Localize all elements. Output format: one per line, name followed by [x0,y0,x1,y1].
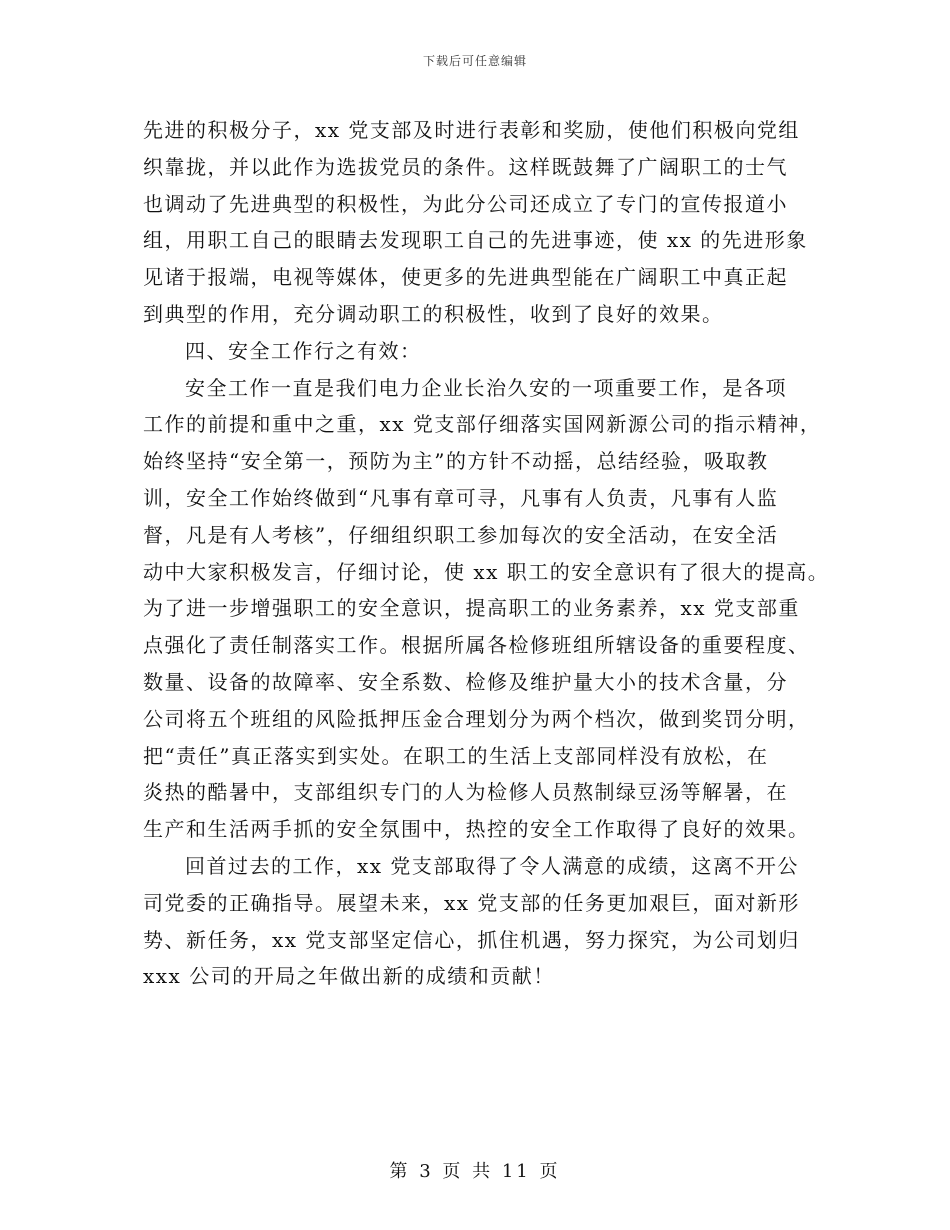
text-line: 点强化了责任制落实工作。根据所属各检修班组所辖设备的重要程度、 [143,633,810,658]
text-line: 先进的积极分子，xx 党支部及时进行表彰和奖励，使他们积极向党组 [143,118,800,142]
text-line: 数量、设备的故障率、安全系数、检修及维护量大小的技术含量，分 [143,669,788,694]
text-line: xxx 公司的开局之年做出新的成绩和贡献！ [143,964,555,989]
text-line: 炎热的酷暑中，支部组织专门的人为检修人员熬制绿豆汤等解暑，在 [143,780,788,805]
text-line: 安全工作一直是我们电力企业长治久安的一项重要工作，是各项 [185,375,787,400]
page-header: 下载后可任意编辑 [422,54,527,68]
text-line: 训，安全工作始终做到“凡事有章可寻，凡事有人负责，凡事有人监 [143,485,779,510]
text-line: 督，凡是有人考核”，仔细组织职工参加每次的安全活动，在安全活 [143,522,779,547]
text-line: 组，用职工自己的眼睛去发现职工自己的先进事迹，使 xx 的先进形象 [143,228,808,253]
text-line: 司党委的正确指导。展望未来，xx 党支部的任务更加艰巨，面对新形 [143,890,800,915]
text-line: 工作的前提和重中之重，xx 党支部仔细落实国网新源公司的指示精神， [143,412,822,437]
document-body [143,112,830,995]
text-line: 也调动了先进典型的积极性，为此分公司还成立了专门的宣传报道小 [143,191,788,216]
text-line: 见诸于报端，电视等媒体，使更多的先进典型能在广阔职工中真正起 [143,265,788,290]
text-line: 到典型的作用，充分调动职工的积极性，收到了良好的效果。 [143,301,724,326]
text-line: 动中大家积极发言，仔细讨论，使 xx 职工的安全意识有了很大的提高。 [143,559,830,584]
text-line: 织靠拢，并以此作为选拔党员的条件。这样既鼓舞了广阔职工的士气 [143,154,788,179]
page-number: 第 3 页 共 11 页 [389,1161,561,1182]
text-line: 生产和生活两手抓的安全氛围中，热控的安全工作取得了良好的效果。 [143,817,810,842]
text-line: 势、新任务，xx 党支部坚定信心，抓住机遇，努力探究，为公司划归 [143,927,800,952]
text-line: 公司将五个班组的风险抵押压金合理划分为两个档次，做到奖罚分明， [143,706,810,731]
text-line: 把“责任”真正落实到实处。在职工的生活上支部同样没有放松，在 [143,743,769,768]
text-line: 回首过去的工作，xx 党支部取得了令人满意的成绩，这离不开公 [185,853,799,878]
text-line: 为了进一步增强职工的安全意识，提高职工的业务素养，xx 党支部重 [143,596,800,621]
text-line: 四、安全工作行之有效： [185,338,422,363]
text-line: 始终坚持“安全第一，预防为主”的方针不动摇，总结经验，吸取教 [143,449,769,474]
